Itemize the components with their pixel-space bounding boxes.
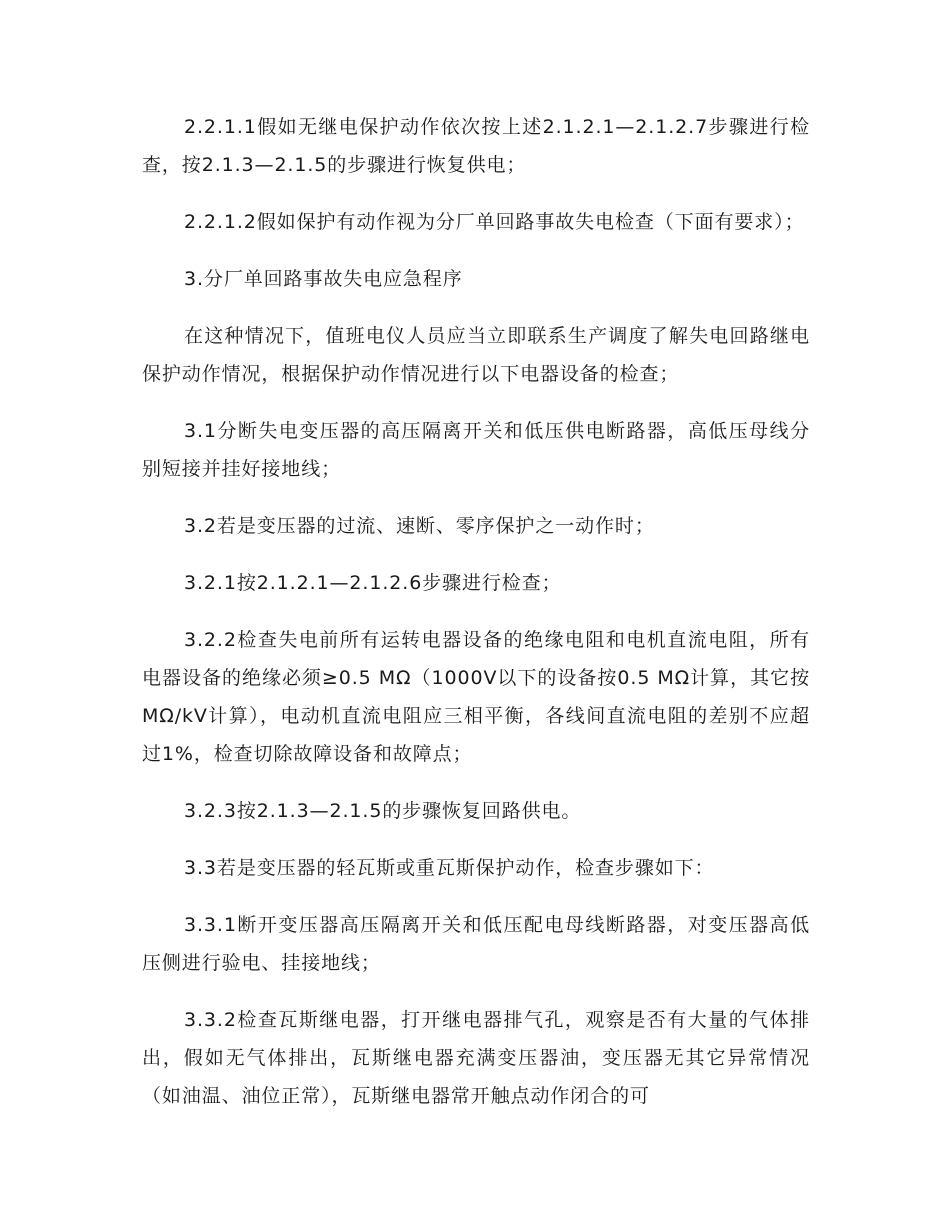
paragraph-3-2-1: 3.2.1按2.1.2.1—2.1.2.6步骤进行检查； — [184, 572, 562, 594]
paragraph-3-3-2: 3.3.2检查瓦斯继电器，打开继电器排气孔，观察是否有大量的气体排出，假如无气体排出，瓦斯继电器充满变压器油，变压器无其它异常情况（如油温、油位正常），瓦斯继电器常开触点动作闭合的可 — [142, 1009, 810, 1107]
paragraph-2-2-1-2: 2.2.1.2假如保护有动作视为分厂单回路事故失电检查（下面有要求）； — [184, 211, 805, 233]
paragraph-3-3-1: 3.3.1断开变压器高压隔离开关和低压配电母线断路器，对变压器高低压侧进行验电、挂接地线； — [142, 914, 810, 974]
paragraph-3-3: 3.3若是变压器的轻瓦斯或重瓦斯保护动作，检查步骤如下： — [184, 857, 715, 879]
paragraph-3-1: 3.1分断失电变压器的高压隔离开关和低压供电断路器，高低压母线分别短接并挂好接地线； — [142, 420, 810, 480]
section-heading-3: 3.分厂单回路事故失电应急程序 — [184, 268, 463, 290]
paragraph-3-2-3: 3.2.3按2.1.3—2.1.5的步骤恢复回路供电。 — [184, 800, 582, 822]
paragraph-intro: 在这种情况下，值班电仪人员应当立即联系生产调度了解失电回路继电保护动作情况，根据保护动作情况进行以下电器设备的检查； — [142, 325, 810, 385]
paragraph-3-2: 3.2若是变压器的过流、速断、零序保护之一动作时； — [184, 515, 655, 537]
paragraph-2-2-1-1: 2.2.1.1假如无继电保护动作依次按上述2.1.2.1—2.1.2.7步骤进行检查，按2.1.3—2.1.5的步骤进行恢复供电； — [142, 116, 810, 176]
paragraph-3-2-2: 3.2.2检查失电前所有运转电器设备的绝缘电阻和电机直流电阻，所有电器设备的绝缘必须≥0.5 MΩ（1000V以下的设备按0.5 MΩ计算，其它按MΩ/kV计算），电动机直流电阻应三相平衡，各线间直流电阻的差别不应超过1%，检查切除故障设备和故障点； — [142, 629, 810, 765]
document-body — [142, 108, 810, 1134]
